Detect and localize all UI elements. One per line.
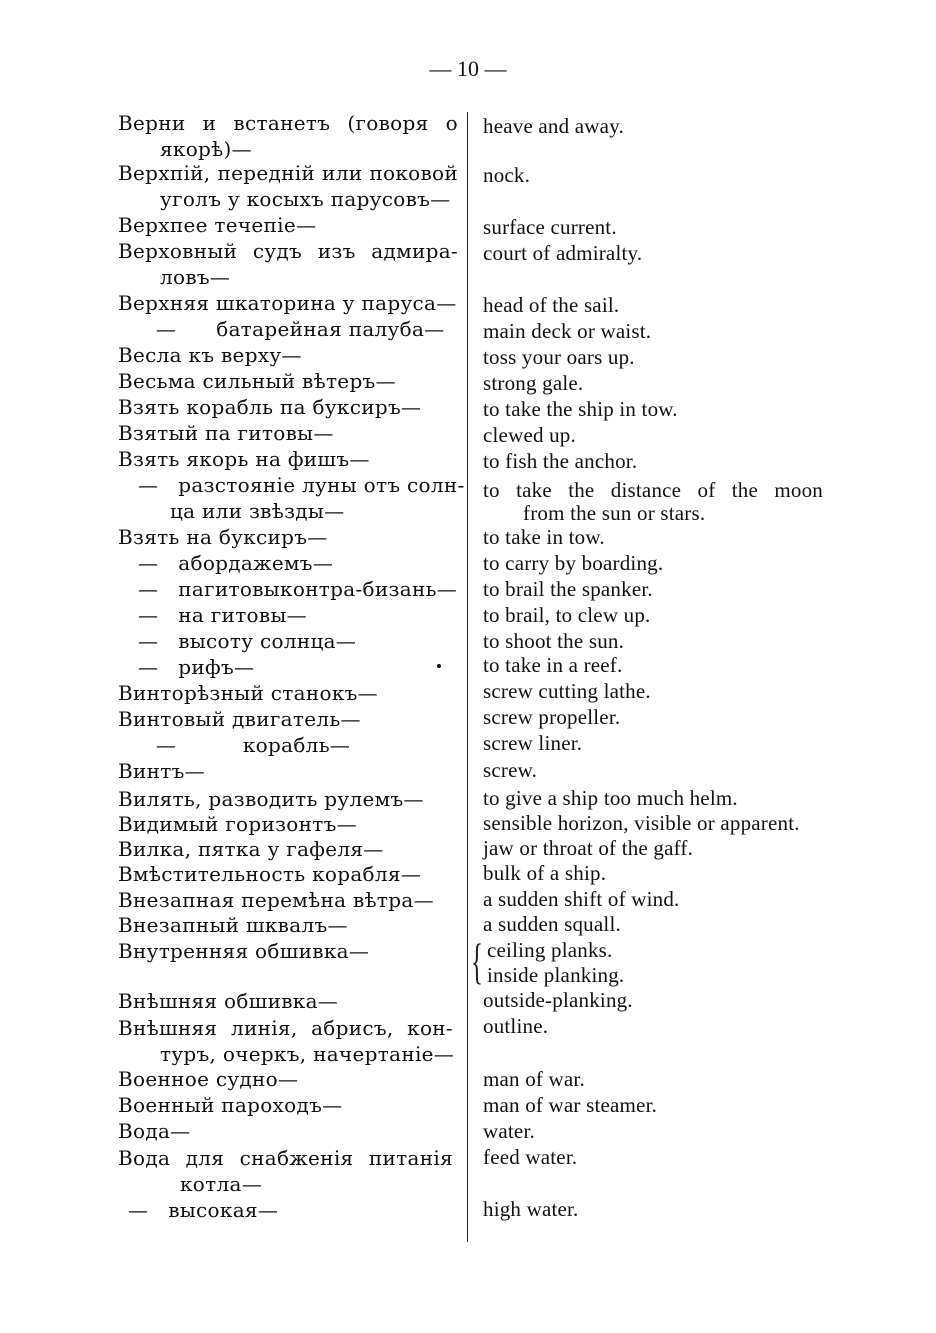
ru-line: — корабль— xyxy=(156,733,351,757)
ru-line: уголъ у косыхъ парусовъ— xyxy=(160,187,451,211)
ru-line: — батарейная палуба— xyxy=(156,317,445,341)
en-line: surface current. xyxy=(483,215,617,239)
ru-line: котла— xyxy=(180,1172,263,1196)
en-line: to carry by boarding. xyxy=(483,551,664,575)
ru-line: Вмѣстительность корабля— xyxy=(118,862,422,886)
en-line: man of war. xyxy=(483,1067,585,1091)
en-line: heave and away. xyxy=(483,114,624,138)
ru-line: туръ, очеркъ, начертаніе— xyxy=(160,1042,455,1066)
page-number: — 10 — xyxy=(429,56,507,81)
en-line: main deck or waist. xyxy=(483,319,652,343)
en-line: outside-planking. xyxy=(483,988,633,1012)
ru-line: — пагитовыконтра-бизань— xyxy=(138,577,458,601)
ru-line: Взять корабль па буксиръ— xyxy=(118,395,422,419)
ru-line: Внутренняя обшивка— xyxy=(118,939,370,963)
ru-line: Винтовый двигатель— xyxy=(118,707,361,731)
en-line: to take the distance of the moon xyxy=(483,478,823,502)
ru-line: Военное судно— xyxy=(118,1067,299,1091)
en-line: a sudden squall. xyxy=(483,912,621,936)
ru-line: Внѣшняя обшивка— xyxy=(118,989,339,1013)
ru-line: — высоту солнца— xyxy=(138,629,357,653)
ru-line: Взятый па гитовы— xyxy=(118,421,334,445)
ru-line: — рифъ— xyxy=(138,655,255,679)
en-line: inside planking. xyxy=(487,963,625,987)
en-line: toss your oars up. xyxy=(483,345,635,369)
ru-line: Вилять, разводить рулемъ— xyxy=(118,787,424,811)
en-line: to give a ship too much helm. xyxy=(483,786,738,810)
ru-line: ца или звѣзды— xyxy=(170,499,345,523)
stray-dot xyxy=(437,664,441,668)
en-line: strong gale. xyxy=(483,371,584,395)
ru-line: Верхняя шкаторина у паруса— xyxy=(118,291,457,315)
en-line: screw liner. xyxy=(483,731,583,755)
ru-line: Видимый горизонтъ— xyxy=(118,812,357,836)
ru-line: Внезапная перемѣна вѣтра— xyxy=(118,888,434,912)
ru-line: — на гитовы— xyxy=(138,603,307,627)
en-line: water. xyxy=(483,1119,535,1143)
en-line: to take in a reef. xyxy=(483,653,623,677)
en-line: to take the ship in tow. xyxy=(483,397,678,421)
en-line: ceiling planks. xyxy=(487,938,613,962)
ru-line: Верни и встанетъ (говоря о xyxy=(118,111,458,135)
en-line: nock. xyxy=(483,163,531,187)
en-line: clewed up. xyxy=(483,423,576,447)
ru-line: Верхпее течепіе— xyxy=(118,213,317,237)
en-line: high water. xyxy=(483,1197,579,1221)
en-line: outline. xyxy=(483,1014,549,1038)
ru-line: Вилка, пятка у гафеля— xyxy=(118,837,384,861)
ru-line: Весла къ верху— xyxy=(118,343,302,367)
ru-line: Внѣшняя линія, абрисъ, кон- xyxy=(118,1016,453,1040)
ru-line: — разстояніе луны отъ солн- xyxy=(138,473,465,497)
en-line: screw. xyxy=(483,758,538,782)
en-line: a sudden shift of wind. xyxy=(483,887,680,911)
en-line: man of war steamer. xyxy=(483,1093,658,1117)
en-line: screw cutting lathe. xyxy=(483,679,651,703)
en-line: to brail, to clew up. xyxy=(483,603,651,627)
ru-line: Взять на буксиръ— xyxy=(118,525,328,549)
en-line: bulk of a ship. xyxy=(483,861,607,885)
ru-line: — абордажемъ— xyxy=(138,551,334,575)
en-line: screw propeller. xyxy=(483,705,621,729)
ru-line: Винтъ— xyxy=(118,759,205,783)
ru-line: Верхпій, передній или поковой xyxy=(118,161,458,185)
ru-line: Военный пароходъ— xyxy=(118,1093,343,1117)
ru-line: Вода— xyxy=(118,1119,191,1143)
en-line: to shoot the sun. xyxy=(483,629,625,653)
en-line: feed water. xyxy=(483,1145,578,1169)
en-line: from the sun or stars. xyxy=(523,501,706,525)
en-line: jaw or throat of the gaff. xyxy=(483,836,694,860)
column-divider xyxy=(467,112,468,1242)
ru-line: Вода для снабженія питанія xyxy=(118,1146,453,1170)
en-line: to brail the spanker. xyxy=(483,577,653,601)
en-line: sensible horizon, visible or apparent. xyxy=(483,811,800,835)
ru-line: Взять якорь на фишъ— xyxy=(118,447,370,471)
ru-line: якорѣ)— xyxy=(160,137,252,161)
ru-line: Верховный судъ изъ адмира- xyxy=(118,239,458,263)
curly-brace: { xyxy=(471,933,483,989)
ru-line: ловъ— xyxy=(160,265,231,289)
ru-line: Винторѣзный станокъ— xyxy=(118,681,378,705)
ru-line: — высокая— xyxy=(128,1198,279,1222)
en-line: to fish the anchor. xyxy=(483,449,638,473)
en-line: head of the sail. xyxy=(483,293,620,317)
en-line: court of admiralty. xyxy=(483,241,643,265)
en-line: to take in tow. xyxy=(483,525,605,549)
ru-line: Внезапный шквалъ— xyxy=(118,913,348,937)
ru-line: Весьма сильный вѣтеръ— xyxy=(118,369,396,393)
